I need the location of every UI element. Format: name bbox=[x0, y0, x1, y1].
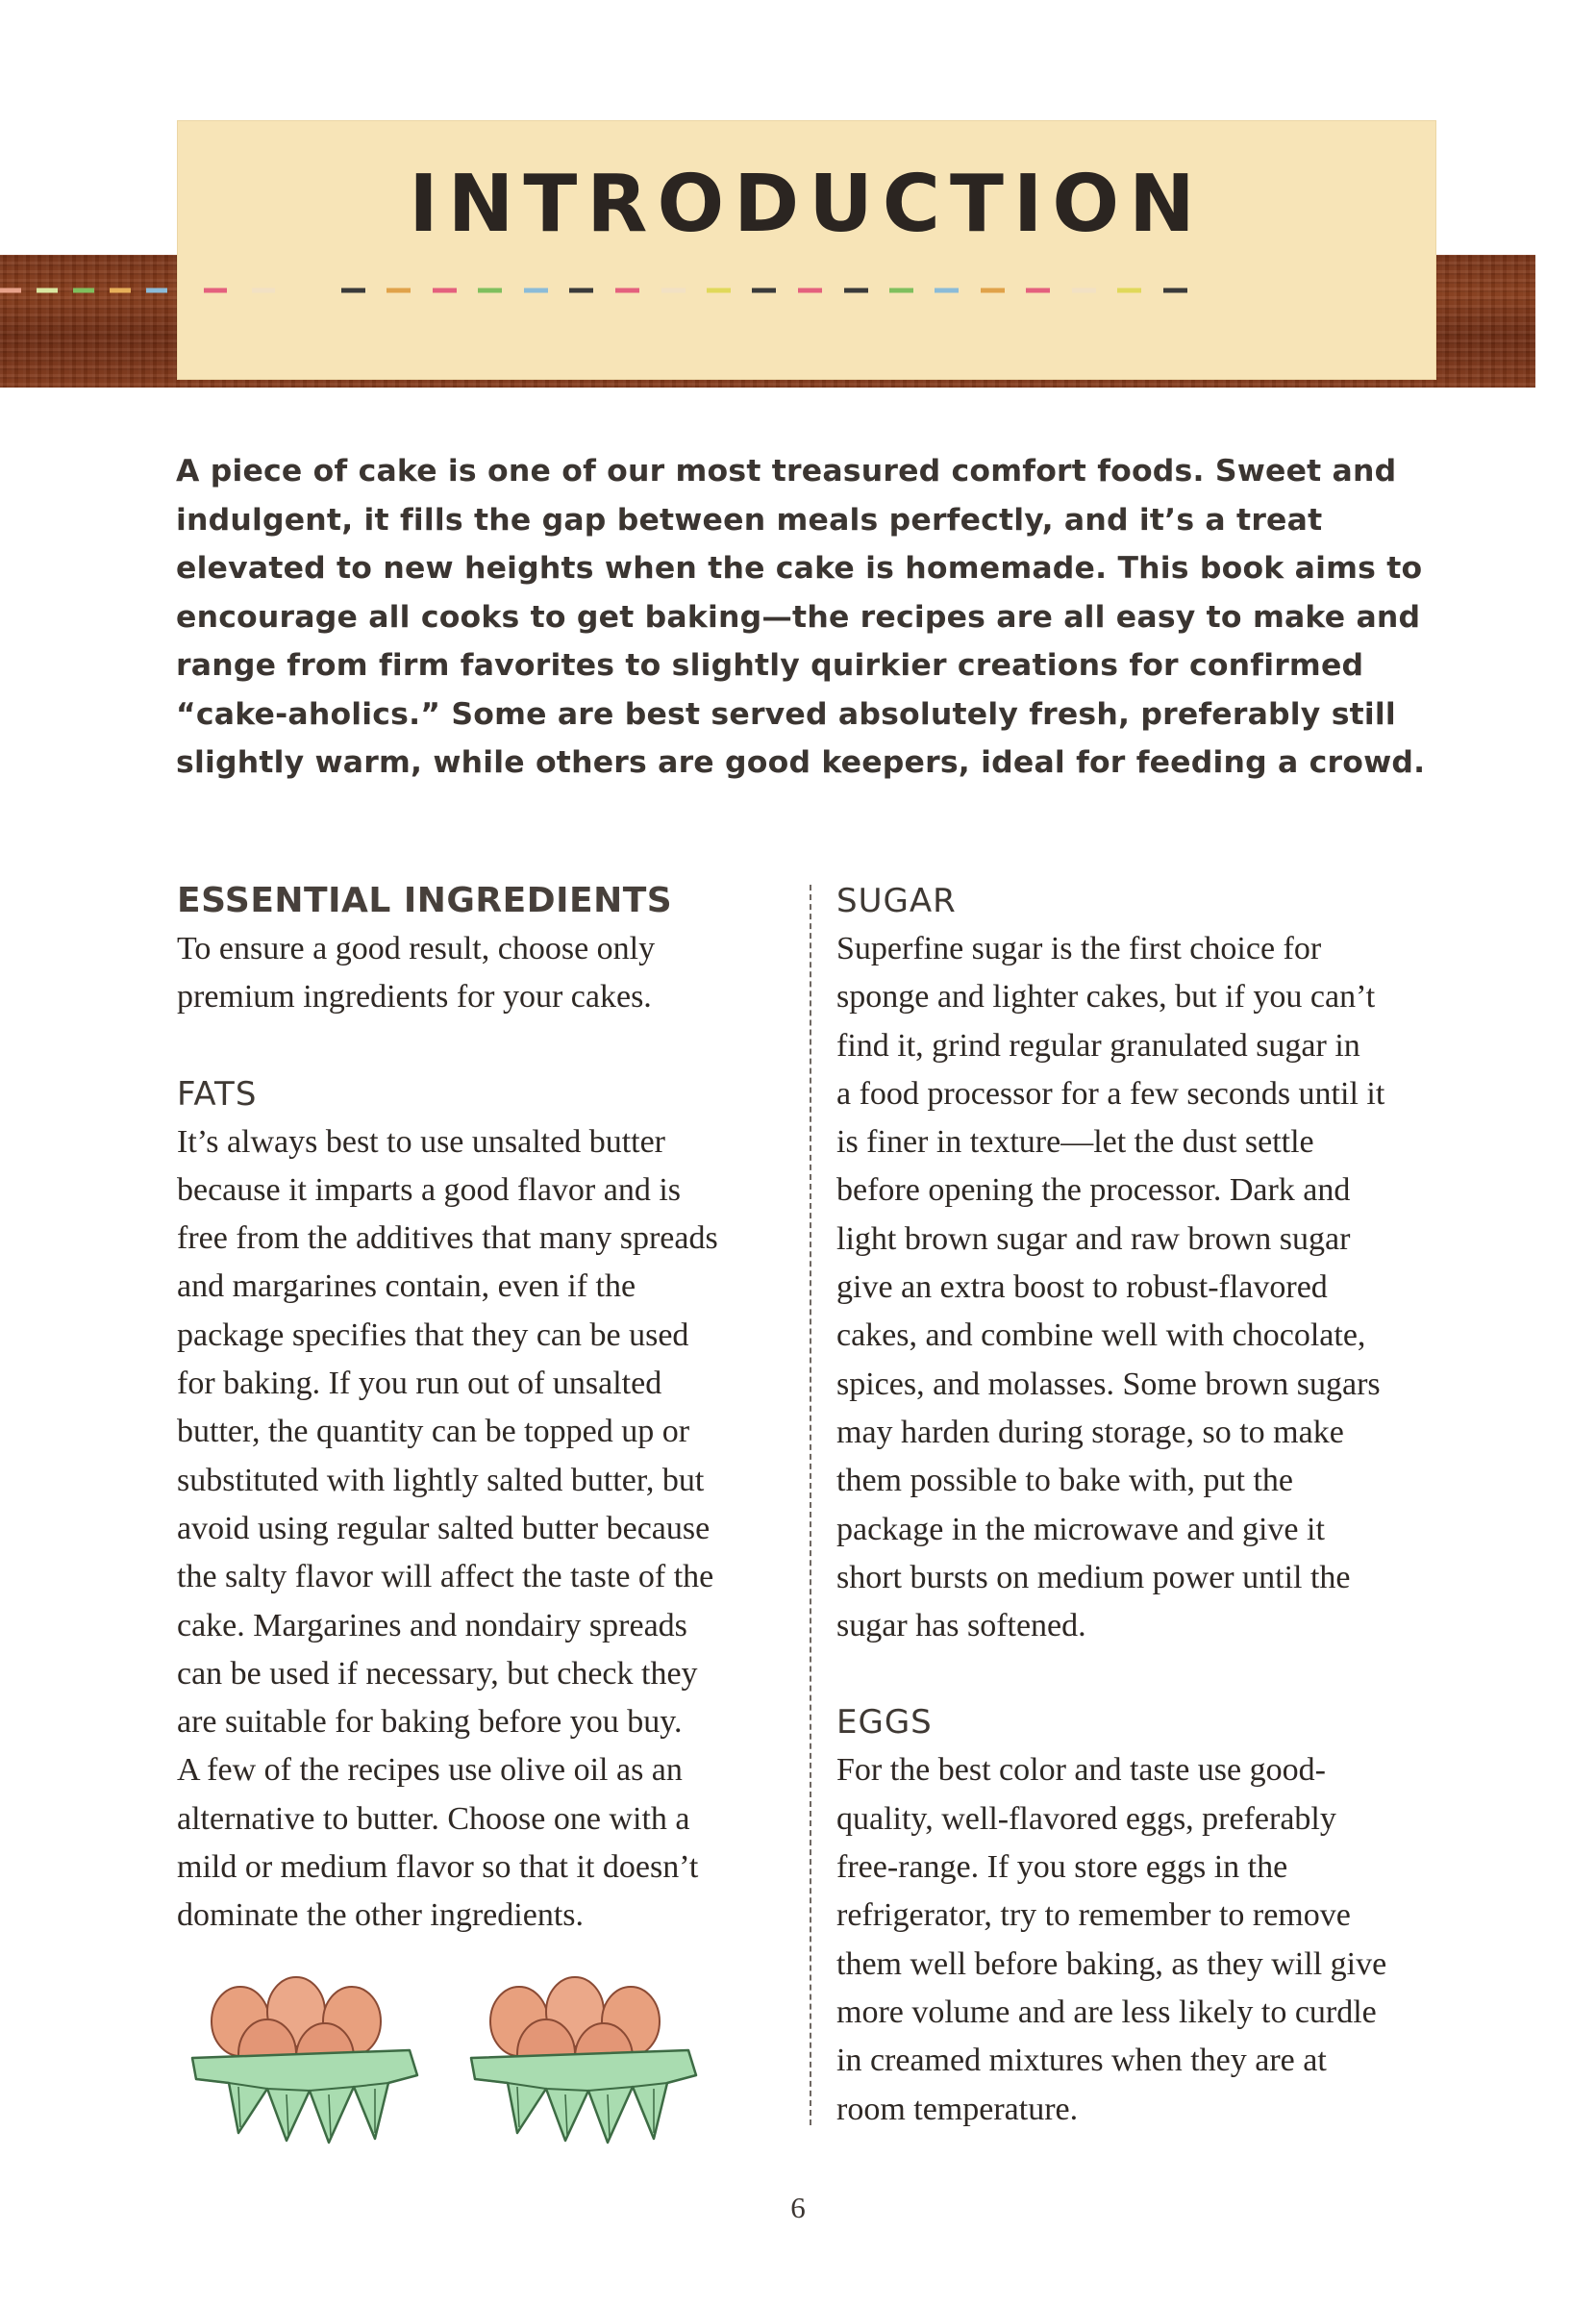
text-line: package in the microwave and give it bbox=[836, 1511, 1325, 1547]
text-line: in creamed mixtures when they are at bbox=[836, 2043, 1327, 2079]
sugar-heading: SUGAR bbox=[836, 882, 957, 920]
intro-line: range from firm favorites to slightly quirkier creations for confirmed bbox=[176, 648, 1364, 683]
text-line: For the best color and taste use good- bbox=[836, 1752, 1326, 1789]
intro-line: encourage all cooks to get baking—the recipes are all easy to make and bbox=[176, 599, 1421, 635]
text-line: dominate the other ingredients. bbox=[177, 1897, 584, 1934]
text-line: A few of the recipes use olive oil as an bbox=[177, 1752, 683, 1789]
eggs-text bbox=[836, 1746, 1452, 2133]
intro-line: A piece of cake is one of our most treasured comfort foods. Sweet and bbox=[176, 454, 1397, 489]
text-line: substituted with lightly salted butter, but bbox=[177, 1462, 705, 1498]
fats-text bbox=[177, 1118, 792, 1941]
text-line: cake. Margarines and nondairy spreads bbox=[177, 1607, 687, 1643]
text-line: the salty flavor will affect the taste of the bbox=[177, 1559, 714, 1595]
page-number: 6 bbox=[790, 2191, 806, 2224]
text-line: is finer in texture—let the dust settle bbox=[836, 1124, 1314, 1161]
column-divider bbox=[810, 885, 811, 2125]
text-line: more volume and are less likely to curdle bbox=[836, 1994, 1377, 2030]
text-line: mild or medium flavor so that it doesn’t bbox=[177, 1849, 699, 1886]
text-line: package specifies that they can be used bbox=[177, 1316, 689, 1353]
text-line: short bursts on medium power until the bbox=[836, 1559, 1351, 1595]
essential-text bbox=[177, 925, 792, 1022]
text-line: cakes, and combine well with chocolate, bbox=[836, 1317, 1366, 1354]
text-line: alternative to butter. Choose one with a bbox=[177, 1800, 690, 1837]
text-line: them possible to bake with, put the bbox=[836, 1463, 1293, 1499]
text-line: are suitable for baking before you buy. bbox=[177, 1704, 683, 1741]
intro-line: slightly warm, while others are good keepers, ideal for feeding a crowd. bbox=[176, 745, 1426, 780]
text-line: quality, well-flavored eggs, preferably bbox=[836, 1800, 1336, 1837]
intro-paragraph bbox=[176, 447, 1426, 788]
right-column bbox=[836, 877, 1452, 2134]
egg-carton-icon bbox=[183, 1962, 721, 2154]
text-line: sugar has softened. bbox=[836, 1608, 1086, 1644]
left-column bbox=[177, 877, 792, 1941]
eggs-heading: EGGS bbox=[836, 1703, 933, 1743]
text-line: give an extra boost to robust-flavored bbox=[836, 1269, 1328, 1306]
text-line: free-range. If you store eggs in the bbox=[836, 1849, 1288, 1886]
text-line: light brown sugar and raw brown sugar bbox=[836, 1220, 1351, 1257]
text-line: for baking. If you run out of unsalted bbox=[177, 1366, 662, 1402]
fats-heading: FATS bbox=[177, 1074, 258, 1114]
text-line: room temperature. bbox=[836, 2091, 1079, 2127]
text-line: spices, and molasses. Some brown sugars bbox=[836, 1366, 1381, 1402]
intro-line: “cake-aholics.” Some are best served absolutely fresh, preferably still bbox=[176, 696, 1396, 732]
text-line: can be used if necessary, but check they bbox=[177, 1655, 698, 1692]
text-line: and margarines contain, even if the bbox=[177, 1268, 636, 1305]
intro-line: elevated to new heights when the cake is homemade. This book aims to bbox=[176, 551, 1423, 586]
page-title: INTRODUCTION bbox=[409, 159, 1205, 250]
text-line: It’s always best to use unsalted butter bbox=[177, 1123, 666, 1160]
stitch-divider bbox=[0, 285, 1211, 296]
text-line: premium ingredients for your cakes. bbox=[177, 979, 652, 1016]
text-line: may harden during storage, so to make bbox=[836, 1414, 1344, 1450]
text-line: because it imparts a good flavor and is bbox=[177, 1171, 682, 1208]
intro-line: indulgent, it fills the gap between meals perfectly, and it’s a treat bbox=[176, 502, 1323, 538]
essential-ingredients-heading: ESSENTIAL INGREDIENTS bbox=[177, 881, 673, 920]
text-line: them well before baking, as they will give bbox=[836, 1945, 1387, 1982]
text-line: before opening the processor. Dark and bbox=[836, 1172, 1351, 1209]
text-line: avoid using regular salted butter because bbox=[177, 1510, 711, 1546]
text-line: To ensure a good result, choose only bbox=[177, 931, 656, 966]
text-line: find it, grind regular granulated sugar in bbox=[836, 1027, 1360, 1064]
text-line: a food processor for a few seconds until it bbox=[836, 1075, 1385, 1112]
text-line: butter, the quantity can be topped up or bbox=[177, 1414, 690, 1450]
text-line: sponge and lighter cakes, but if you can’t bbox=[836, 979, 1376, 1016]
text-line: refrigerator, try to remember to remove bbox=[836, 1897, 1351, 1934]
text-line: free from the additives that many spreads bbox=[177, 1220, 718, 1257]
sugar-text bbox=[836, 925, 1452, 1650]
text-line: Superfine sugar is the first choice for bbox=[836, 931, 1322, 966]
